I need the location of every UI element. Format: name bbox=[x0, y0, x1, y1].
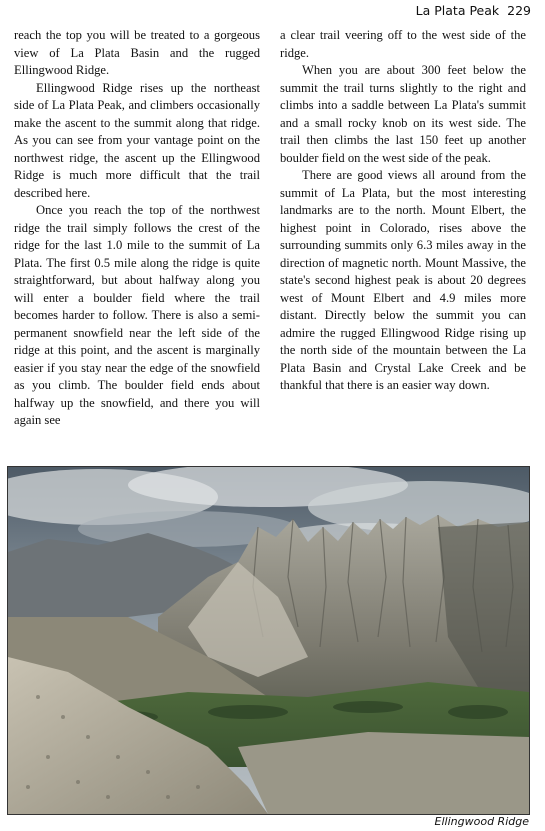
page-number: 229 bbox=[507, 3, 531, 18]
paragraph: Once you reach the top of the northwest ridge the trail simply follows the crest of the ridge for the last 1.0 mile to the summit of La Plata. The first 0.5 mile along the ridge is quite straightforward, but about halfway along you will enter a boulder field where the trail becomes harder to follow. There is also a semi-permanent snowfield near the left side of the ridge at this point, and the ascent is marginally easier if you stay near the edge of the snowfield as you climb. The boulder field ends about halfway up the snowfield, and there you will again see bbox=[14, 203, 260, 427]
running-header bbox=[416, 3, 531, 18]
ellingwood-ridge-photo bbox=[7, 466, 530, 815]
photo-caption: Ellingwood Ridge bbox=[434, 815, 529, 828]
paragraph: Ellingwood Ridge rises up the northeast side of La Plata Peak, and climbers occasionally make the ascent to the summit along that ridge. As you can see from your vantage point on the northwest ridge, the ascent up the Ellingwood Ridge is much more difficult that the trail described here. bbox=[14, 80, 260, 200]
paragraph: When you are about 300 feet below the summit the trail turns slightly to the right and climbs into a saddle between La Plata's summit and a small rocky knob on its west side. The trail then climbs the last 150 feet up another boulder field on the west side of the peak. bbox=[280, 63, 526, 165]
landscape-illustration bbox=[8, 467, 529, 814]
paragraph: reach the top you will be treated to a gorgeous view of La Plata Basin and the rugged Ellingwood Ridge. bbox=[14, 28, 260, 77]
paragraph: a clear trail veering off to the west side of the ridge. bbox=[280, 28, 526, 60]
paragraph: There are good views all around from the summit of La Plata, but the most interesting landmarks are to the north. Mount Elbert, the highest point in Colorado, rises above the surrounding summits only 6.3 miles away in the direction of magnetic north. Mount Massive, the state's second highest peak is about 20 degrees west of Mount Elbert and 4.9 miles more distant. Directly below the summit you can admire the rugged Ellingwood Ridge rising up the north side of the mountain between the La Plata Basin and Crystal Lake Creek and be thankful that there is an easier way down. bbox=[280, 168, 526, 392]
left-text-column bbox=[14, 27, 260, 430]
running-header-title: La Plata Peak bbox=[415, 3, 500, 18]
right-text-column bbox=[280, 27, 526, 395]
